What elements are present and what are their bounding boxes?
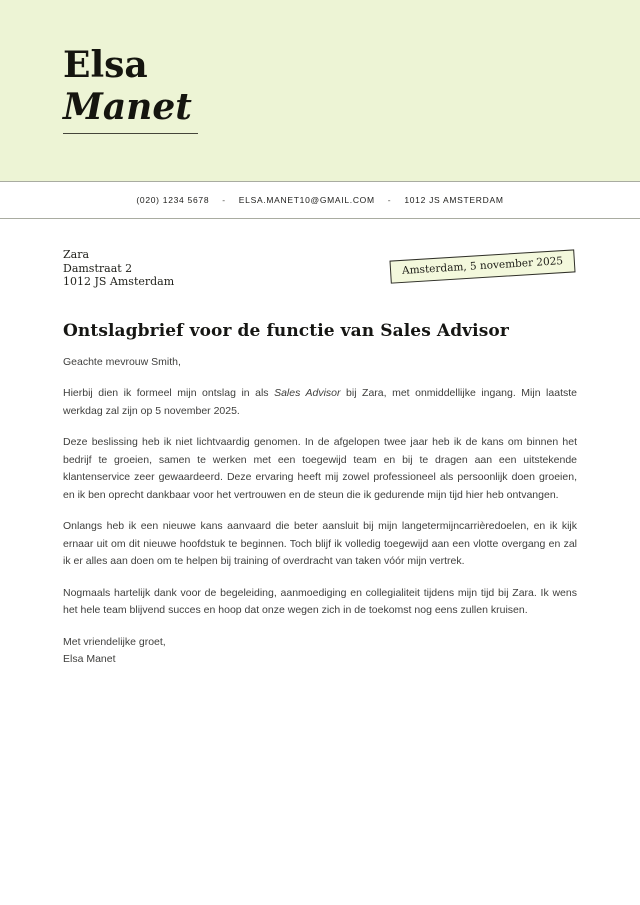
recipient-city: 1012 JS Amsterdam — [63, 275, 175, 288]
closing-salutation: Met vriendelijke groet, — [63, 635, 166, 648]
recipient-company: Zara — [63, 248, 90, 261]
closing-block — [63, 634, 577, 669]
sender-last-name: Manet — [63, 86, 198, 134]
contact-bar — [0, 181, 640, 219]
contact-phone: (020) 1234 5678 — [136, 195, 210, 205]
paragraph-resignation-end: bij Zara, met onmiddellijke ingang. Mijn laatste werkdag zal zijn op 5 november 2025. — [63, 387, 577, 417]
letter-title: Ontslagbrief voor de functie van Sales Advisor — [63, 320, 509, 341]
date-badge: Amsterdam, 5 november 2025 — [389, 249, 575, 283]
letter-body — [0, 248, 640, 669]
greeting-line: Geachte mevrouw Smith, — [63, 355, 181, 368]
contact-email: ELSA.MANET10@GMAIL.COM — [238, 195, 375, 205]
paragraph-resignation-start: Hierbij dien ik formeel mijn ontslag in als — [63, 387, 275, 399]
paragraph-resignation — [63, 385, 577, 420]
contact-separator: - — [222, 195, 226, 205]
recipient-street: Damstraat 2 — [63, 261, 133, 275]
letterhead — [0, 0, 640, 181]
recipient-address — [63, 248, 174, 289]
paragraph-gratitude: Deze beslissing heb ik niet lichtvaardig genomen. In de afgelopen twee jaar heb ik de kans om binnen het bedrijf te groeien, samen te werken met een toegewijd team en bij te dragen aan een uitstekende klantenservice zeer gewaardeerd. Deze ervaring heeft mij zowel professioneel als persoonlijk doen groeien, en ik ben oprecht dankbaar voor het vertrouwen en de steun die ik gedurende mijn tijd hier heb ontvangen. — [63, 436, 577, 501]
paragraph-thanks: Nogmaals hartelijk dank voor de begeleiding, aanmoediging en collegialiteit tijdens mijn tijd bij Zara. Ik wens het hele team blijvend succes en hoop dat onze wegen zich in de toekomst nog eens zullen kruisen. — [63, 586, 577, 616]
recipient-and-date-row — [63, 248, 577, 289]
paragraph-transition: Onlangs heb ik een nieuwe kans aanvaard die beter aansluit bij mijn langetermijncarrièredoelen, en ik kijk ernaar uit om dit nieuwe hoofdstuk te beginnen. Toch blijf ik volledig toegewijd aan een vlotte overgang en zal ik er alles aan doen om te helpen bij training of overdracht van taken vóór mijn vertrek. — [63, 520, 577, 567]
contact-location: 1012 JS AMSTERDAM — [404, 195, 504, 205]
job-title-emphasis: Sales Advisor — [274, 387, 341, 399]
contact-separator: - — [387, 195, 392, 205]
sender-first-name: Elsa — [63, 44, 148, 86]
signature-name: Elsa Manet — [63, 653, 116, 665]
